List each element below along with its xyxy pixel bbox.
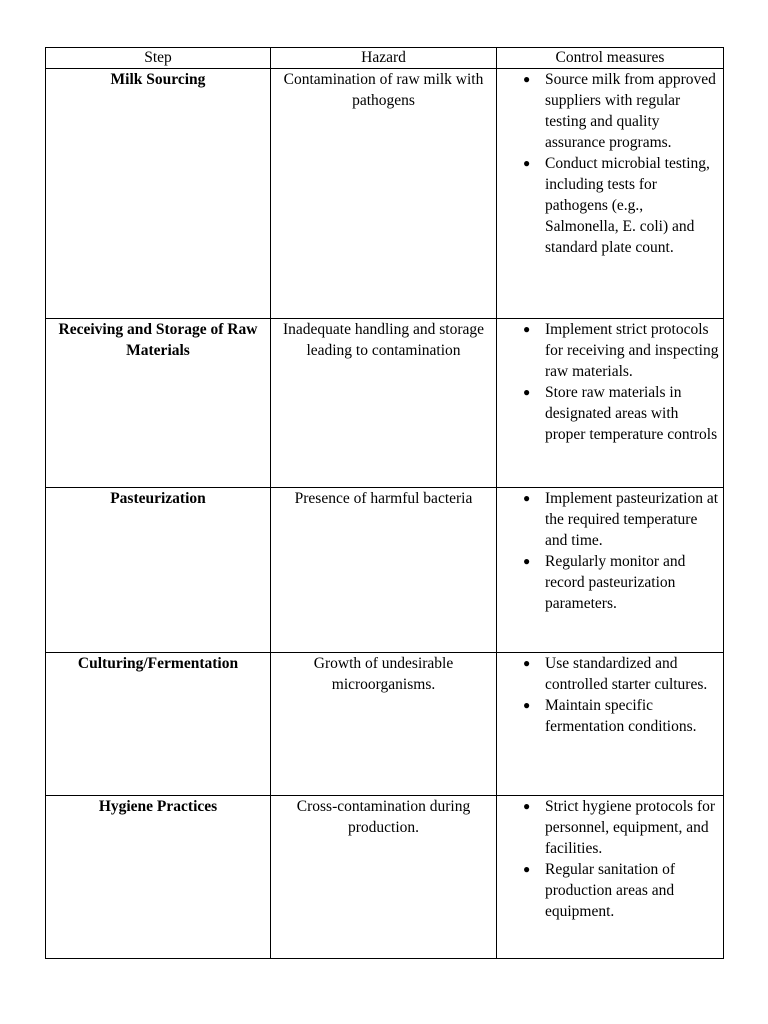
header-control-measures: Control measures [497, 48, 724, 69]
control-measures-cell [497, 69, 724, 319]
control-measures-list [501, 796, 719, 922]
haccp-table [45, 47, 724, 959]
control-measures-cell [497, 319, 724, 488]
control-measure-item [501, 551, 719, 614]
step-cell: Milk Sourcing [46, 69, 271, 319]
control-measures-cell [497, 653, 724, 796]
table-row [46, 319, 724, 488]
bullet-icon: ● [523, 862, 531, 876]
control-measure-item [501, 382, 719, 445]
control-measure-text: Maintain specific fermentation conditions. [545, 697, 697, 735]
bullet-icon: ● [523, 385, 531, 399]
bullet-icon: ● [523, 799, 531, 813]
table-row [46, 653, 724, 796]
control-measures-list [501, 69, 719, 258]
bullet-icon: ● [523, 156, 531, 170]
control-measure-text: Source milk from approved suppliers with regular testing and quality assurance programs. [545, 71, 716, 151]
bullet-icon: ● [523, 322, 531, 336]
control-measures-cell [497, 488, 724, 653]
control-measure-text: Strict hygiene protocols for personnel, equipment, and facilities. [545, 798, 716, 857]
step-cell: Culturing/Fermentation [46, 653, 271, 796]
control-measure-text: Regularly monitor and record pasteurization parameters. [545, 553, 686, 612]
control-measure-text: Conduct microbial testing, including tests for pathogens (e.g., Salmonella, E. coli) and standard plate count. [545, 155, 710, 256]
bullet-icon: ● [523, 656, 531, 670]
hazard-cell: Growth of undesirable microorganisms. [271, 653, 497, 796]
step-cell: Receiving and Storage of Raw Materials [46, 319, 271, 488]
control-measures-list [501, 319, 719, 445]
header-step: Step [46, 48, 271, 69]
bullet-icon: ● [523, 72, 531, 86]
control-measure-item [501, 695, 719, 737]
table-row [46, 796, 724, 959]
table-header-row [46, 48, 724, 69]
step-cell: Pasteurization [46, 488, 271, 653]
hazard-cell: Inadequate handling and storage leading to contamination [271, 319, 497, 488]
control-measure-item [501, 796, 719, 859]
hazard-cell: Contamination of raw milk with pathogens [271, 69, 497, 319]
control-measure-item [501, 653, 719, 695]
bullet-icon: ● [523, 491, 531, 505]
control-measure-text: Store raw materials in designated areas with proper temperature controls [545, 384, 718, 443]
hazard-cell: Presence of harmful bacteria [271, 488, 497, 653]
control-measure-text: Use standardized and controlled starter cultures. [545, 655, 708, 693]
control-measure-text: Implement strict protocols for receiving and inspecting raw materials. [545, 321, 719, 380]
control-measures-cell [497, 796, 724, 959]
hazard-cell: Cross-contamination during production. [271, 796, 497, 959]
control-measure-item [501, 488, 719, 551]
header-hazard: Hazard [271, 48, 497, 69]
table-row [46, 488, 724, 653]
control-measure-text: Regular sanitation of production areas and equipment. [545, 861, 675, 920]
bullet-icon: ● [523, 698, 531, 712]
step-cell: Hygiene Practices [46, 796, 271, 959]
table-row [46, 69, 724, 319]
control-measure-item [501, 153, 719, 258]
control-measure-item [501, 319, 719, 382]
control-measures-list [501, 653, 719, 737]
control-measures-list [501, 488, 719, 614]
control-measure-item [501, 69, 719, 153]
control-measure-item [501, 859, 719, 922]
control-measure-text: Implement pasteurization at the required temperature and time. [545, 490, 719, 549]
bullet-icon: ● [523, 554, 531, 568]
